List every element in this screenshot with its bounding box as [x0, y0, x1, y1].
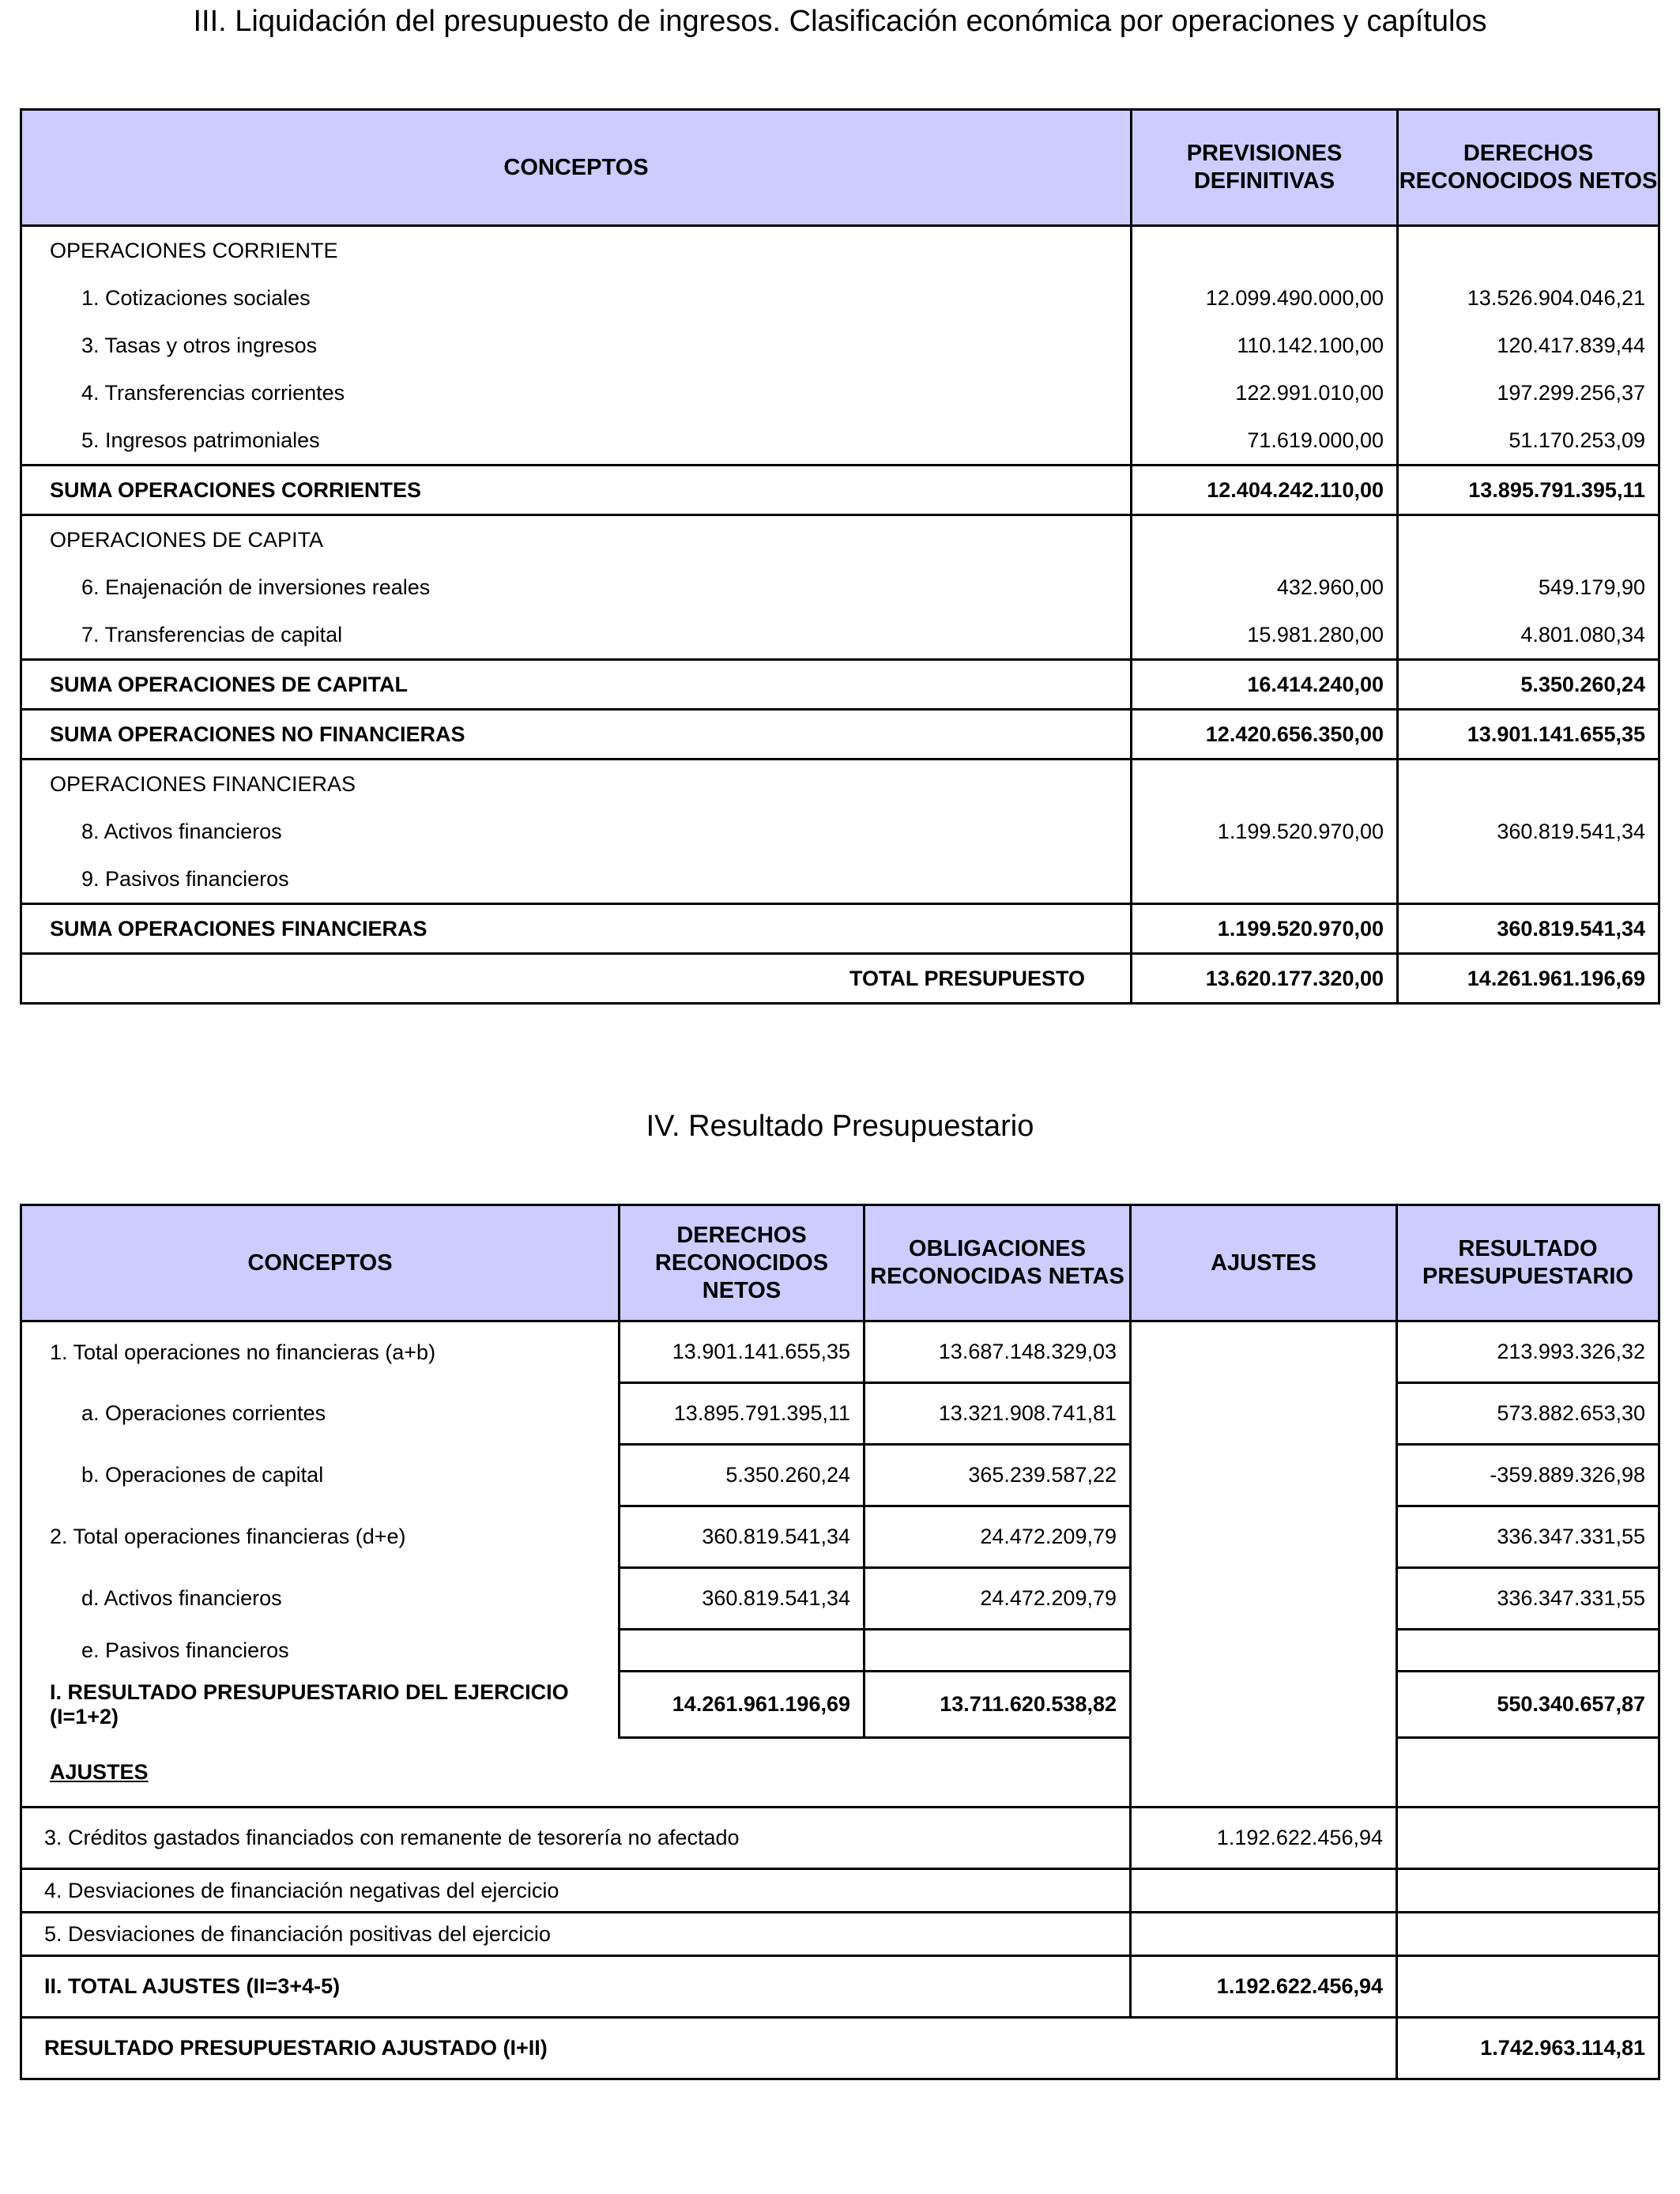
table-row [21, 760, 1659, 809]
ajustes-empty-cell [1131, 1321, 1397, 1808]
row-obl: 24.472.209,79 [864, 1568, 1131, 1630]
result-label: I. RESULTADO PRESUPUESTARIO DEL EJERCICIO (I=1+2) [21, 1672, 620, 1738]
sum-row [21, 904, 1659, 954]
row-obl: 24.472.209,79 [864, 1506, 1131, 1568]
row-label: d. Activos financieros [21, 1568, 620, 1630]
budget-result-table [20, 1204, 1660, 2080]
table-row [21, 369, 1659, 417]
ajustes-heading-row [21, 1738, 1659, 1808]
table-row [21, 855, 1659, 904]
table-row [21, 564, 1659, 611]
section4-title: IV. Resultado Presupuestario [646, 1110, 1034, 1143]
row-label: 7. Transferencias de capital [21, 611, 1132, 660]
group-heading: OPERACIONES CORRIENTE [21, 226, 1132, 275]
table-row [21, 1913, 1659, 1956]
sum-prev: 16.414.240,00 [1132, 660, 1398, 710]
row-label: e. Pasivos financieros [21, 1630, 620, 1672]
table-row [21, 1445, 1659, 1506]
row-prev: 432.960,00 [1132, 564, 1398, 611]
sum-row [21, 660, 1659, 710]
total-label: TOTAL PRESUPUESTO [21, 954, 1132, 1004]
row-obl [864, 1630, 1131, 1672]
result-row [21, 1672, 1659, 1738]
header-conceptos: CONCEPTOS [21, 110, 1132, 226]
ajuste-label: 5. Desviaciones de financiación positivas del ejercicio [21, 1913, 1131, 1956]
header-previsiones: PREVISIONES DEFINITIVAS [1132, 110, 1398, 226]
total-ajustes-label: II. TOTAL AJUSTES (II=3+4-5) [21, 1956, 1131, 2018]
resultado-ajustado-row [21, 2018, 1659, 2079]
table-row [21, 1506, 1659, 1568]
row-prev: 71.619.000,00 [1132, 417, 1398, 466]
row-der: 13.526.904.046,21 [1398, 274, 1659, 322]
group-heading: OPERACIONES DE CAPITA [21, 515, 1132, 564]
row-obl: 13.321.908.741,81 [864, 1383, 1131, 1445]
section3-title: III. Liquidación del presupuesto de ingresos. Clasificación económica por operaciones y capítulos [193, 5, 1487, 38]
total-row [21, 954, 1659, 1004]
empty-cell [1397, 1913, 1659, 1956]
row-label: 5. Ingresos patrimoniales [21, 417, 1132, 466]
sum-label: SUMA OPERACIONES NO FINANCIERAS [21, 710, 1132, 760]
table-row [21, 226, 1659, 275]
row-label: 1. Total operaciones no financieras (a+b) [21, 1321, 620, 1383]
row-label: a. Operaciones corrientes [21, 1383, 620, 1445]
row-der: 51.170.253,09 [1398, 417, 1659, 466]
table-row [21, 1869, 1659, 1913]
table-row [21, 1321, 1659, 1383]
row-label: 4. Transferencias corrientes [21, 369, 1132, 417]
table-row [21, 808, 1659, 855]
row-der: 13.901.141.655,35 [620, 1321, 864, 1383]
row-der [1398, 855, 1659, 904]
sum-prev: 12.404.242.110,00 [1132, 466, 1398, 515]
resultado-ajustado-value: 1.742.963.114,81 [1397, 2018, 1659, 2079]
row-der: 360.819.541,34 [620, 1568, 864, 1630]
row-label: 6. Enajenación de inversiones reales [21, 564, 1132, 611]
header-ajustes: AJUSTES [1131, 1205, 1397, 1321]
row-der: 360.819.541,34 [620, 1506, 864, 1568]
row-label: 2. Total operaciones financieras (d+e) [21, 1506, 620, 1568]
row-prev: 15.981.280,00 [1132, 611, 1398, 660]
ajustes-heading [21, 1738, 1131, 1808]
table-row [21, 322, 1659, 369]
row-label: 3. Tasas y otros ingresos [21, 322, 1132, 369]
sum-der: 5.350.260,24 [1398, 660, 1659, 710]
row-der [620, 1630, 864, 1672]
sum-label: SUMA OPERACIONES DE CAPITAL [21, 660, 1132, 710]
row-label: 1. Cotizaciones sociales [21, 274, 1132, 322]
table-row [21, 1568, 1659, 1630]
total-der: 14.261.961.196,69 [1398, 954, 1659, 1004]
row-der: 5.350.260,24 [620, 1445, 864, 1506]
result-res: 550.340.657,87 [1397, 1672, 1659, 1738]
sum-prev: 12.420.656.350,00 [1132, 710, 1398, 760]
row-res: 213.993.326,32 [1397, 1321, 1659, 1383]
sum-der: 13.901.141.655,35 [1398, 710, 1659, 760]
table-row [21, 274, 1659, 322]
row-prev: 110.142.100,00 [1132, 322, 1398, 369]
empty-cell [1397, 1738, 1659, 1808]
row-res [1397, 1630, 1659, 1672]
sum-der: 360.819.541,34 [1398, 904, 1659, 954]
row-der: 4.801.080,34 [1398, 611, 1659, 660]
ajuste-value [1131, 1913, 1397, 1956]
row-label: 8. Activos financieros [21, 808, 1132, 855]
group-heading: OPERACIONES FINANCIERAS [21, 760, 1132, 809]
row-der: 13.895.791.395,11 [620, 1383, 864, 1445]
sum-row [21, 466, 1659, 515]
result-der: 14.261.961.196,69 [620, 1672, 864, 1738]
row-res: 573.882.653,30 [1397, 1383, 1659, 1445]
table-row [21, 1808, 1659, 1869]
row-res: 336.347.331,55 [1397, 1568, 1659, 1630]
header-resultado: RESULTADO PRESUPUESTARIO [1397, 1205, 1659, 1321]
total-prev: 13.620.177.320,00 [1132, 954, 1398, 1004]
sum-prev: 1.199.520.970,00 [1132, 904, 1398, 954]
total-ajustes-row [21, 1956, 1659, 2018]
row-res: -359.889.326,98 [1397, 1445, 1659, 1506]
sum-label: SUMA OPERACIONES FINANCIERAS [21, 904, 1132, 954]
empty-cell [1397, 1956, 1659, 2018]
row-prev: 1.199.520.970,00 [1132, 808, 1398, 855]
empty-cell [1397, 1808, 1659, 1869]
header-derechos: DERECHOS RECONOCIDOS NETOS [620, 1205, 864, 1321]
ajustes-heading-text: AJUSTES [50, 1760, 149, 1784]
table-row [21, 1383, 1659, 1445]
row-obl: 365.239.587,22 [864, 1445, 1131, 1506]
header-conceptos: CONCEPTOS [21, 1205, 620, 1321]
row-prev: 122.991.010,00 [1132, 369, 1398, 417]
header-derechos: DERECHOS RECONOCIDOS NETOS [1398, 110, 1659, 226]
table-row [21, 611, 1659, 660]
row-prev [1132, 855, 1398, 904]
empty-cell [1397, 1869, 1659, 1913]
resultado-ajustado-label: RESULTADO PRESUPUESTARIO AJUSTADO (I+II) [21, 2018, 1397, 2079]
income-budget-table [20, 108, 1660, 1005]
result-obl: 13.711.620.538,82 [864, 1672, 1131, 1738]
row-obl: 13.687.148.329,03 [864, 1321, 1131, 1383]
ajuste-label: 4. Desviaciones de financiación negativas del ejercicio [21, 1869, 1131, 1913]
row-label: 9. Pasivos financieros [21, 855, 1132, 904]
row-label: b. Operaciones de capital [21, 1445, 620, 1506]
row-der: 120.417.839,44 [1398, 322, 1659, 369]
header-obligaciones: OBLIGACIONES RECONOCIDAS NETAS [864, 1205, 1131, 1321]
sum-label: SUMA OPERACIONES CORRIENTES [21, 466, 1132, 515]
sum-der: 13.895.791.395,11 [1398, 466, 1659, 515]
row-prev: 12.099.490.000,00 [1132, 274, 1398, 322]
row-der: 360.819.541,34 [1398, 808, 1659, 855]
ajuste-label: 3. Créditos gastados financiados con remanente de tesorería no afectado [21, 1808, 1131, 1869]
row-der: 197.299.256,37 [1398, 369, 1659, 417]
table-row [21, 417, 1659, 466]
row-der: 549.179,90 [1398, 564, 1659, 611]
total-ajustes-value: 1.192.622.456,94 [1131, 1956, 1397, 2018]
ajuste-value: 1.192.622.456,94 [1131, 1808, 1397, 1869]
sum-row [21, 710, 1659, 760]
table-row [21, 515, 1659, 564]
table-row [21, 1630, 1659, 1672]
row-res: 336.347.331,55 [1397, 1506, 1659, 1568]
ajuste-value [1131, 1869, 1397, 1913]
